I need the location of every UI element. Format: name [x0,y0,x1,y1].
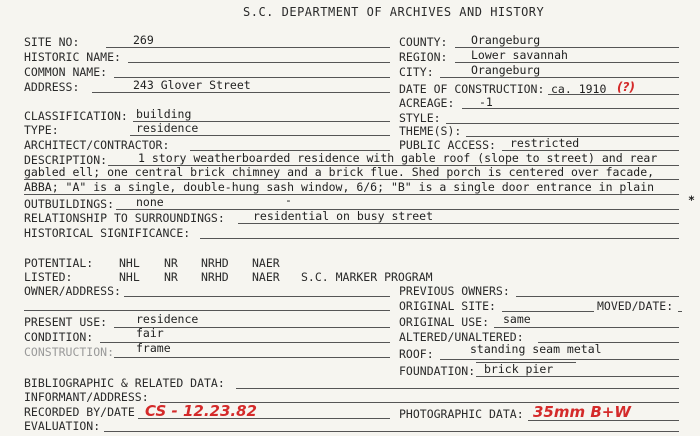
relationship-label: RELATIONSHIP TO SURROUNDINGS: [24,211,225,225]
outbuildings-value: none [136,195,164,209]
listed-label: LISTED: [24,270,73,284]
style-label: STYLE: [399,111,441,125]
type-line [130,135,390,136]
outbuildings-dash: - [285,193,292,207]
potential-label: POTENTIAL: [24,256,94,270]
description-mark: * [688,193,695,207]
city-value: Orangeburg [471,63,541,77]
site-no-line [106,47,390,48]
acreage-label: ACREAGE: [399,96,455,110]
date-note: (?) [617,80,635,94]
description-label: DESCRIPTION: [24,153,108,167]
themes-label: THEME(S): [399,124,462,138]
listed-naer: NAER [252,270,280,284]
marker-program-label: S.C. MARKER PROGRAM [301,270,433,284]
owner-address-label: OWNER/ADDRESS: [24,284,121,298]
public-access-value: restricted [510,136,580,150]
description-line-1: 1 story weatherboarded residence with gable roof (slope to street) and rear [138,151,658,165]
original-use-value: same [503,312,531,326]
type-label: TYPE: [24,123,59,137]
recorded-value: CS - 12.23.82 [145,402,257,420]
listed-nhl: NHL [119,270,140,284]
address-line [92,92,390,93]
county-value: Orangeburg [471,33,541,47]
listed-nrhd: NRHD [201,270,229,284]
evaluation-label: EVALUATION: [24,419,101,433]
relationship-line [238,223,679,224]
previous-owners-line [516,296,679,297]
original-use-line [494,327,679,328]
public-access-label: PUBLIC ACCESS: [399,138,496,152]
relationship-value: residential on busy street [253,209,434,223]
present-use-label: PRESENT USE: [24,315,108,329]
date-construction-value: ca. 1910 [551,82,607,96]
photographic-value: 35mm B+W [533,403,631,421]
photographic-line [528,420,679,421]
style-line [446,123,679,124]
date-construction-label: DATE OF CONSTRUCTION: [399,82,545,96]
foundation-label: FOUNDATION: [399,364,476,378]
site-no-label: SITE NO: [24,35,80,49]
photographic-label: PHOTOGRAPHIC DATA: [399,407,524,421]
common-name-label: COMMON NAME: [24,65,108,79]
roof-value: standing seam metal [470,342,602,356]
region-label: REGION: [399,50,448,64]
previous-owners-label: PREVIOUS OWNERS: [399,284,510,298]
construction-value: frame [136,341,171,355]
historic-name-label: HISTORIC NAME: [24,50,121,64]
foundation-line [476,376,679,377]
historic-name-line [128,62,390,63]
bibliographic-line [236,388,679,389]
present-use-value: residence [136,312,199,326]
description-line-2: gabled ell; one central brick chimney and a brick flue. Shed porch is centered over facade, [24,165,655,179]
acreage-line [462,108,679,109]
historical-significance-line [200,238,679,239]
region-value: Lower savannah [471,48,568,62]
classification-value: building [136,107,192,121]
potential-naer: NAER [252,256,280,270]
moved-date-line [678,311,682,312]
potential-nrhd: NRHD [201,256,229,270]
outbuildings-label: OUTBUILDINGS: [24,197,115,211]
listed-nr: NR [164,270,178,284]
address-label: ADDRESS: [24,80,80,94]
original-site-label: ORIGINAL SITE: [399,299,496,313]
foundation-value: brick pier [484,362,554,376]
type-value: residence [136,121,199,135]
potential-nhl: NHL [119,256,140,270]
potential-nr: NR [164,256,178,270]
altered-label: ALTERED/UNALTERED: [399,330,524,344]
construction-line [114,357,390,358]
original-use-label: ORIGINAL USE: [399,315,490,329]
owner-address-line [124,296,390,297]
historical-significance-label: HISTORICAL SIGNIFICANCE: [24,226,191,240]
informant-label: INFORMANT/ADDRESS: [24,390,149,404]
recorded-label: RECORDED BY/DATE [24,405,135,419]
roof-label: ROOF: [399,347,434,361]
condition-value: fair [136,326,164,340]
date-construction-line [548,94,679,95]
architect-label: ARCHITECT/CONTRACTOR: [24,138,170,152]
evaluation-line [104,431,679,432]
recorded-line [138,418,390,419]
moved-date-label: MOVED/DATE: [597,299,674,313]
condition-label: CONDITION: [24,330,94,344]
roof-line [440,359,679,360]
site-no-value: 269 [133,33,154,47]
city-label: CITY: [399,65,434,79]
description-rule-3 [24,194,679,195]
foundation-box-top [476,362,576,363]
description-line-3: ABBA; "A" is a single, double-hung sash window, 6/6; "B" is a single door entrance in plain [24,180,655,194]
city-line [440,77,679,78]
classification-label: CLASSIFICATION: [24,109,128,123]
acreage-value: -1 [479,95,493,109]
address-value: 243 Glover Street [133,78,251,92]
bibliographic-label: BIBLIOGRAPHIC & RELATED DATA: [24,376,225,390]
county-label: COUNTY: [399,35,448,49]
owner-address-line-2 [24,310,390,311]
construction-label: CONSTRUCTION: [24,345,115,359]
form-header: S.C. DEPARTMENT OF ARCHIVES AND HISTORY [243,5,545,19]
